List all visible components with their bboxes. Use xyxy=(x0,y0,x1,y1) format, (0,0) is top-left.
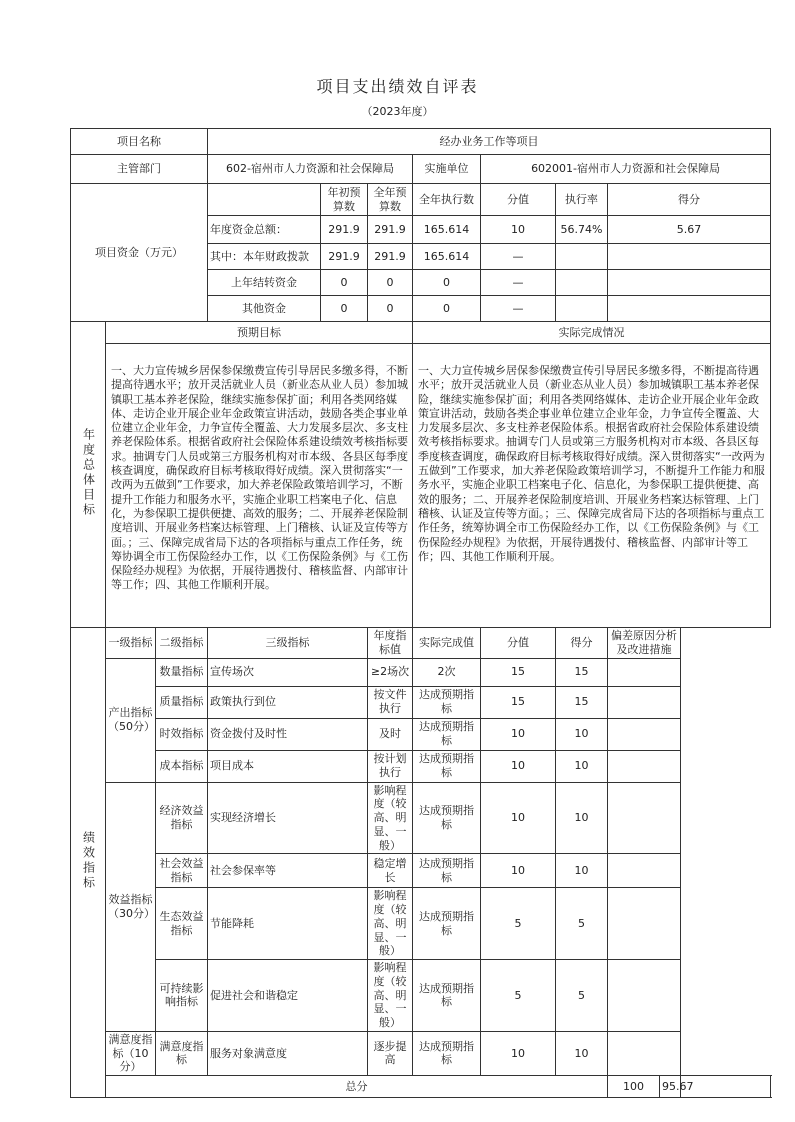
goals-header-row xyxy=(71,322,771,344)
perf-score: 10 xyxy=(556,718,608,750)
dept-row xyxy=(71,155,771,184)
funds-cell: 56.74% xyxy=(556,216,608,244)
perf-max: 5 xyxy=(481,960,556,1032)
perf-score: 5 xyxy=(556,960,608,1032)
total-label: 总分 xyxy=(106,1076,608,1098)
perf-score: 15 xyxy=(556,686,608,718)
funds-cell xyxy=(608,244,771,270)
total-score: 95.67 xyxy=(660,1076,681,1098)
perf-group-label: 满意度指标（10分） xyxy=(106,1031,156,1075)
funds-cell xyxy=(608,270,771,296)
perf-l2: 时效指标 xyxy=(156,718,208,750)
perf-l2: 可持续影响指标 xyxy=(156,960,208,1032)
perf-header-row xyxy=(71,628,771,659)
actual-goal-text: 一、大力宣传城乡居保参保缴费宣传引导居民多缴多得，不断提高待遇水平；放开灵活就业人员（新业态从业人员）参加城镇职工基本养老保险，继续实施参保扩面；利用各类网络媒体、走访企业开展企业年金政策宣讲活动，鼓励各类企事业单位建立企业年金，力争宣传全覆盖、大力发展多层次、多支柱养老保险体系。根据省政府社会保险体系建设绩效考核指标要求。抽调专门人员或第三方服务机构对市本级、各县区每季度核查调度，确保政府目标考核取得好成绩。深入贯彻落实“一改两为五做到”工作要求，加大养老保险政策培训学习，不断提升工作能力和服务水平，实施企业职工档案电子化、信息化，为参保职工提供便捷、高效的服务；二、开展养老保险制度培训、开展业务档案达标管理、上门稽核、认证及宣传等方面。；三、保障完成省局下达的各项指标与重点工作任务，统筹协调全市工伤保险经办工作，以《工伤保险条例》与《工伤保险经办规程》为依据，开展待遇拨付、稽核监督、内部审计等工作；四、其他工作顺利开展。 xyxy=(413,344,771,628)
perf-l3: 资金拨付及时性 xyxy=(208,718,368,750)
perf-l2: 经济效益指标 xyxy=(156,782,208,854)
perf-actual: 达成预期指标 xyxy=(413,686,481,718)
perf-score: 5 xyxy=(556,888,608,960)
perf-l3: 宣传场次 xyxy=(208,658,368,686)
perf-l2: 质量指标 xyxy=(156,686,208,718)
dept-label: 主管部门 xyxy=(71,155,208,184)
perf-score: 10 xyxy=(556,1031,608,1075)
perf-header-l3: 三级指标 xyxy=(208,628,368,659)
perf-target: 影响程度（较高、明显、一般） xyxy=(368,782,413,854)
perf-group-label: 效益指标（30分） xyxy=(106,782,156,1031)
funds-cell: 291.9 xyxy=(321,244,368,270)
perf-note xyxy=(608,854,681,888)
funds-blank-header xyxy=(208,184,321,216)
funds-cell: — xyxy=(481,270,556,296)
project-name-value: 经办业务工作等项目 xyxy=(208,129,771,155)
funds-cell: 165.614 xyxy=(413,244,481,270)
funds-cell xyxy=(556,296,608,322)
perf-row xyxy=(71,888,771,960)
funds-col-1: 全年预算数 xyxy=(368,184,413,216)
perf-side-label xyxy=(71,628,106,1098)
funds-cell: 0 xyxy=(321,270,368,296)
perf-note xyxy=(608,1031,681,1075)
expected-goal-header: 预期目标 xyxy=(106,322,413,344)
project-name-label: 项目名称 xyxy=(71,129,208,155)
perf-max: 10 xyxy=(481,718,556,750)
perf-target: 及时 xyxy=(368,718,413,750)
impl-value: 602001-宿州市人力资源和社会保障局 xyxy=(481,155,771,184)
perf-note xyxy=(608,782,681,854)
perf-l3: 服务对象满意度 xyxy=(208,1031,368,1075)
perf-max: 10 xyxy=(481,1031,556,1075)
funds-cell xyxy=(608,296,771,322)
total-note xyxy=(681,1076,771,1098)
perf-note xyxy=(608,718,681,750)
perf-l2: 满意度指标 xyxy=(156,1031,208,1075)
perf-target: ≥2场次 xyxy=(368,658,413,686)
perf-max: 5 xyxy=(481,888,556,960)
funds-cell: 0 xyxy=(368,270,413,296)
perf-note xyxy=(608,686,681,718)
perf-actual: 达成预期指标 xyxy=(413,960,481,1032)
document-subtitle: （2023年度） xyxy=(361,105,434,118)
perf-actual: 达成预期指标 xyxy=(413,854,481,888)
perf-group-label: 产出指标（50分） xyxy=(106,658,156,782)
funds-cell: — xyxy=(481,296,556,322)
perf-note xyxy=(608,888,681,960)
project-name-row xyxy=(71,129,771,155)
funds-cell xyxy=(556,270,608,296)
perf-row xyxy=(71,686,771,718)
perf-side-text: 绩效指标 xyxy=(81,830,96,891)
perf-row xyxy=(71,854,771,888)
funds-cell: 291.9 xyxy=(321,216,368,244)
perf-l2: 数量指标 xyxy=(156,658,208,686)
perf-header-max: 分值 xyxy=(481,628,556,659)
funds-cell: 5.67 xyxy=(608,216,771,244)
funds-row-label: 其中：本年财政拨款 xyxy=(208,244,321,270)
perf-l3: 政策执行到位 xyxy=(208,686,368,718)
perf-row xyxy=(71,658,771,686)
dept-value: 602-宿州市人力资源和社会保障局 xyxy=(208,155,413,184)
perf-note xyxy=(608,750,681,782)
perf-l3: 节能降耗 xyxy=(208,888,368,960)
document-title: 项目支出绩效自评表 xyxy=(316,77,479,96)
total-row xyxy=(71,1076,771,1098)
perf-score: 15 xyxy=(556,658,608,686)
funds-col-0: 年初预算数 xyxy=(321,184,368,216)
perf-target: 按文件执行 xyxy=(368,686,413,718)
perf-score: 10 xyxy=(556,854,608,888)
funds-col-5: 得分 xyxy=(608,184,771,216)
perf-max: 10 xyxy=(481,750,556,782)
perf-target: 稳定增长 xyxy=(368,854,413,888)
perf-actual: 达成预期指标 xyxy=(413,888,481,960)
perf-actual: 达成预期指标 xyxy=(413,782,481,854)
impl-label: 实施单位 xyxy=(413,155,481,184)
perf-row xyxy=(71,718,771,750)
perf-header-target: 年度指标值 xyxy=(368,628,413,659)
funds-cell: — xyxy=(481,244,556,270)
perf-l2: 成本指标 xyxy=(156,750,208,782)
evaluation-table xyxy=(70,128,771,1098)
funds-cell: 10 xyxy=(481,216,556,244)
goals-text-row xyxy=(71,344,771,628)
funds-cell: 291.9 xyxy=(368,216,413,244)
funds-cell: 0 xyxy=(413,270,481,296)
perf-max: 15 xyxy=(481,686,556,718)
funds-cell: 165.614 xyxy=(413,216,481,244)
perf-note xyxy=(608,658,681,686)
perf-header-l2: 二级指标 xyxy=(156,628,208,659)
funds-label: 项目资金（万元） xyxy=(71,184,208,322)
perf-target: 影响程度（较高、明显、一般） xyxy=(368,888,413,960)
perf-l3: 项目成本 xyxy=(208,750,368,782)
goals-side-label xyxy=(71,322,106,628)
perf-l3: 实现经济增长 xyxy=(208,782,368,854)
funds-row-label: 上年结转资金 xyxy=(208,270,321,296)
perf-target: 按计划执行 xyxy=(368,750,413,782)
goals-side-text: 年度总体目标 xyxy=(81,427,96,518)
funds-cell: 0 xyxy=(321,296,368,322)
perf-l2: 社会效益指标 xyxy=(156,854,208,888)
funds-col-3: 分值 xyxy=(481,184,556,216)
funds-cell: 291.9 xyxy=(368,244,413,270)
funds-header-row xyxy=(71,184,771,216)
perf-max: 10 xyxy=(481,854,556,888)
funds-cell: 0 xyxy=(413,296,481,322)
perf-row xyxy=(71,782,771,854)
perf-actual: 达成预期指标 xyxy=(413,750,481,782)
perf-note xyxy=(608,960,681,1032)
expected-goal-text: 一、大力宣传城乡居保参保缴费宣传引导居民多缴多得，不断提高待遇水平；放开灵活就业人员（新业态从业人员）参加城镇职工基本养老保险，继续实施参保扩面；利用各类网络媒体、走访企业开展企业年金政策宣讲活动，鼓励各类企事业单位建立企业年金，力争宣传全覆盖、大力发展多层次、多支柱养老保险体系。根据省政府社会保险体系建设绩效考核指标要求。抽调专门人员或第三方服务机构对市本级、各县区每季度核查调度，确保政府目标考核取得好成绩。深入贯彻落实“一改两为五做到”工作要求，加大养老保险政策培训学习，不断提升工作能力和服务水平，实施企业职工档案电子化、信息化，为参保职工提供便捷、高效的服务；二、开展养老保险制度培训、开展业务档案达标管理、上门稽核、认证及宣传等方面。；三、保障完成省局下达的各项指标与重点工作任务，统筹协调全市工伤保险经办工作，以《工伤保险条例》与《工伤保险经办规程》为依据，开展待遇拨付、稽核监督、内部审计等工作；四、其他工作顺利开展。 xyxy=(106,344,413,628)
perf-score: 10 xyxy=(556,750,608,782)
actual-goal-header: 实际完成情况 xyxy=(413,322,771,344)
perf-max: 10 xyxy=(481,782,556,854)
perf-actual: 达成预期指标 xyxy=(413,718,481,750)
funds-col-2: 全年执行数 xyxy=(413,184,481,216)
perf-row xyxy=(71,960,771,1032)
perf-header-score: 得分 xyxy=(556,628,608,659)
perf-max: 15 xyxy=(481,658,556,686)
perf-score: 10 xyxy=(556,782,608,854)
funds-cell: 0 xyxy=(368,296,413,322)
perf-actual: 2次 xyxy=(413,658,481,686)
perf-l2: 生态效益指标 xyxy=(156,888,208,960)
perf-row xyxy=(71,750,771,782)
funds-cell xyxy=(556,244,608,270)
perf-row xyxy=(71,1031,771,1075)
funds-row-label: 其他资金 xyxy=(208,296,321,322)
perf-header-actual: 实际完成值 xyxy=(413,628,481,659)
total-max: 100 xyxy=(608,1076,660,1098)
perf-header-note: 偏差原因分析及改进措施 xyxy=(608,628,681,659)
perf-target: 逐步提高 xyxy=(368,1031,413,1075)
funds-col-4: 执行率 xyxy=(556,184,608,216)
perf-header-l1: 一级指标 xyxy=(106,628,156,659)
funds-row-label: 年度资金总额： xyxy=(208,216,321,244)
perf-l3: 社会参保率等 xyxy=(208,854,368,888)
perf-actual: 达成预期指标 xyxy=(413,1031,481,1075)
perf-l3: 促进社会和谐稳定 xyxy=(208,960,368,1032)
perf-target: 影响程度（较高、明显、一般） xyxy=(368,960,413,1032)
